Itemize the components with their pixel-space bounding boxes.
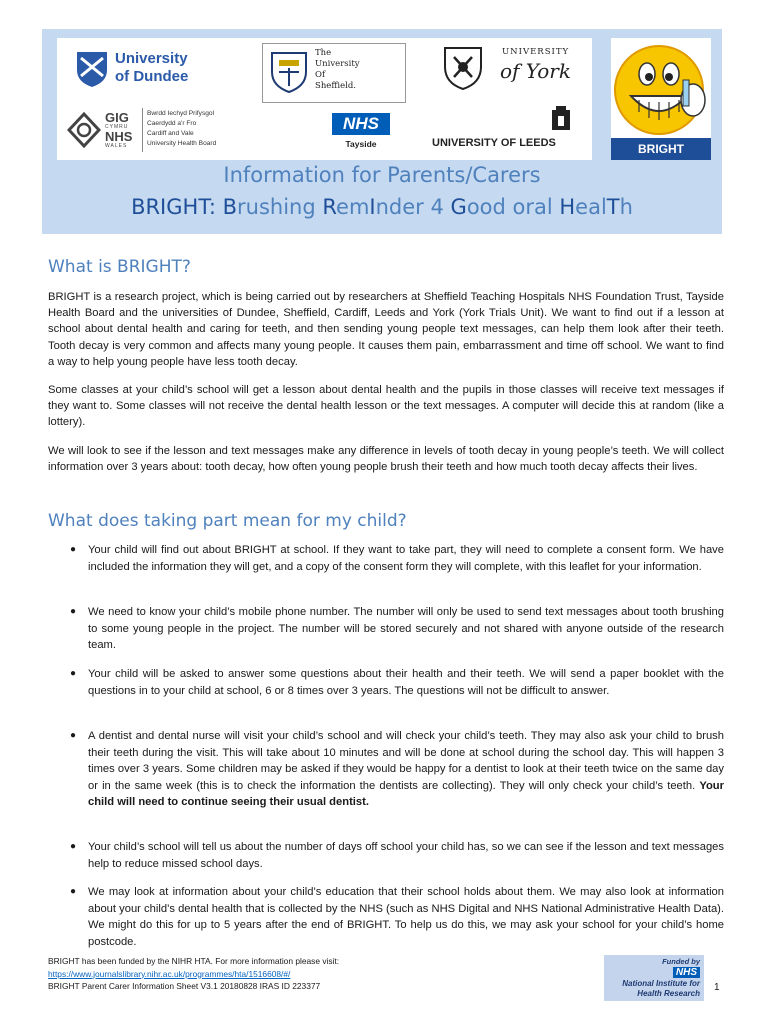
- list-item: [48, 542, 724, 575]
- cymru-text: CYMRU: [105, 124, 129, 130]
- york-text-top: UNIVERSITY: [502, 47, 570, 57]
- leeds-text: UNIVERSITY OF LEEDS: [432, 137, 556, 149]
- bullet-icon: ●: [70, 544, 77, 555]
- bullet-icon: ●: [70, 886, 77, 897]
- nhs-tayside-logo: [332, 113, 392, 155]
- footer-link[interactable]: https://www.journalslibrary.nihr.ac.uk/programmes/hta/1516608/#/: [48, 968, 291, 979]
- bright-label: BRIGHT: [611, 138, 711, 160]
- sheffield-text-2: University: [315, 59, 360, 69]
- york-text-bottom: of York: [500, 59, 571, 83]
- list-item: [48, 884, 724, 950]
- section-heading-taking-part: What does taking part mean for my child?: [48, 511, 407, 531]
- list-item: [48, 604, 724, 654]
- dundee-shield-icon: [75, 50, 109, 88]
- paragraph-measurement: We will look to see if the lesson and text messages make any difference in levels of tooth decay in young people’s teeth. We will collect information over 3 years about: tooth decay, how often young people brush their teeth and how much tooth decay affects their lives.: [48, 445, 724, 474]
- subtitle-rushing: rushing: [237, 195, 323, 219]
- bright-logo: [611, 38, 711, 160]
- paragraph-classes: Some classes at your child’s school will get a lesson about dental health and the pupils in those classes will receive text messages if they want to. Some classes will not receive the dental health lesson or the text messages. A computer will decide this at random (like a lottery).: [48, 384, 724, 429]
- list-item-text: We need to know your child’s mobile phone number. The number will only be used to send text messages about tooth brushing to some young people in the project. The number will be stored securely and not shared with anyone outside of the research team.: [88, 606, 724, 652]
- list-item: [48, 839, 724, 872]
- subtitle-bright: BRIGHT:: [131, 195, 216, 219]
- subtitle-t: T: [606, 195, 620, 219]
- subtitle-b: B: [222, 195, 238, 219]
- sheffield-crest-icon: [269, 50, 309, 94]
- section-heading-what-is-bright: What is BRIGHT?: [48, 257, 191, 277]
- list-item: [48, 728, 724, 811]
- cardiff-text-1: Bwrdd Iechyd Prifysgol: [147, 110, 215, 117]
- subtitle-nder: nder 4: [375, 195, 451, 219]
- york-logo: [442, 43, 592, 101]
- york-crest-icon: [442, 45, 484, 91]
- bullet-icon: ●: [70, 668, 77, 679]
- nhs-text: NHS: [105, 129, 133, 144]
- subtitle-g: G: [450, 195, 467, 219]
- tayside-text: Tayside: [345, 139, 377, 149]
- nhs-wales-logo: [67, 108, 237, 156]
- subtitle-i: I: [369, 195, 376, 219]
- cardiff-text-2: Caerdydd a'r Fro: [147, 120, 197, 127]
- list-item-text: Your child’s school will tell us about the number of days off school your child has, so we can see if the lesson and text messages help to reduce missed school days.: [88, 841, 724, 870]
- footer-version-text: BRIGHT Parent Carer Information Sheet V3.1 20180828 IRAS ID 223377: [48, 981, 321, 991]
- page-title: Information for Parents/Carers: [223, 163, 541, 187]
- smiley-brushing-icon: [613, 40, 709, 140]
- list-item-bold-text: Your child will need to continue seeing their usual dentist.: [88, 779, 724, 809]
- subtitle-r: R: [322, 195, 337, 219]
- nihr-logo: [604, 955, 704, 1001]
- page-number: 1: [714, 982, 720, 993]
- sheffield-text-1: The: [315, 48, 332, 58]
- list-item-text: We may look at information about your child’s education that their school holds about them. We may also look at information about your child’s dental health that is collected by the NHS (such as NHS Digital and NHS National Administrative Health Data). We might do this for up to 5 years after the end of BRIGHT. To help us do this, we may ask your school for your child’s home postcode.: [88, 886, 724, 948]
- leeds-logo: [432, 106, 582, 156]
- subtitle-h: H: [559, 195, 576, 219]
- sheffield-logo: [262, 43, 406, 103]
- bullet-icon: ●: [70, 606, 77, 617]
- nihr-line2: Health Research: [637, 989, 700, 998]
- nihr-line1: National Institute for: [622, 979, 700, 988]
- cardiff-text-3: Cardiff and Vale: [147, 130, 194, 137]
- subtitle-h-end: h: [619, 195, 633, 219]
- sheffield-text-3: Of: [315, 70, 326, 80]
- dundee-name-line1: University: [115, 50, 188, 67]
- header-banner: [42, 29, 722, 234]
- page-subtitle: [42, 195, 722, 219]
- nihr-funded-by: Funded by: [662, 957, 700, 966]
- list-item: [48, 666, 724, 699]
- celtic-knot-icon: [67, 112, 101, 148]
- subtitle-em: em: [336, 195, 370, 219]
- wales-text: WALES: [105, 143, 128, 149]
- footer-funding-text: BRIGHT has been funded by the NIHR HTA. For more information please visit:: [48, 956, 340, 966]
- subtitle-eal: eal: [575, 195, 607, 219]
- nhs-mark: NHS: [332, 113, 390, 135]
- dundee-name-line2: of Dundee: [115, 68, 189, 85]
- dundee-logo: [75, 50, 215, 90]
- sheffield-text-4: Sheffield.: [315, 81, 356, 91]
- bullet-icon: ●: [70, 841, 77, 852]
- cardiff-text-4: University Health Board: [147, 140, 217, 147]
- subtitle-space: [216, 195, 223, 219]
- logo-strip: [57, 38, 592, 160]
- leeds-crest-icon: [550, 106, 572, 132]
- nihr-nhs-mark: NHS: [673, 967, 700, 978]
- list-item-text: A dentist and dental nurse will visit your child’s school and will check your child’s teeth. They may also ask your child to brush their teeth during the visit. This will take about 10 minutes and will be done at school during the school day. This will happen 3 times over 3 years. Some children may be asked if they would be happy for a dentist to look at their teeth twice on the same day or in the same week (this is to check the information the dentists are collecting). They will only check your child’s teeth.: [88, 730, 724, 792]
- list-item-text: Your child will find out about BRIGHT at school. If they want to take part, they will need to complete a consent form. We have included the information they will get, and a copy of the consent form they will complete, with this leaflet for your information.: [88, 544, 724, 573]
- gig-text: GIG: [105, 110, 129, 125]
- subtitle-ood-oral: ood oral: [466, 195, 560, 219]
- bullet-icon: ●: [70, 730, 77, 741]
- list-item-text: Your child will be asked to answer some questions about their health and their teeth. We will send a paper booklet with the questions in to your child at school, 6 or 8 times over 3 years. The questions will not be difficult to answer.: [88, 668, 724, 697]
- paragraph-intro: BRIGHT is a research project, which is being carried out by researchers at Sheffield Teaching Hospitals NHS Foundation Trust, Tayside Health Board and the universities of Dundee, Sheffield, Cardiff, Leeds and York (York Trials Unit). We want to find out if a lesson at school about dental health and caring for teeth, and then sending young people text messages, can help them look after their teeth. Tooth decay is very common and affects many young people. It causes them pain, embarrassment and time off school. We want to find a way to help young people have less tooth decay.: [48, 291, 724, 368]
- footer: [48, 955, 339, 993]
